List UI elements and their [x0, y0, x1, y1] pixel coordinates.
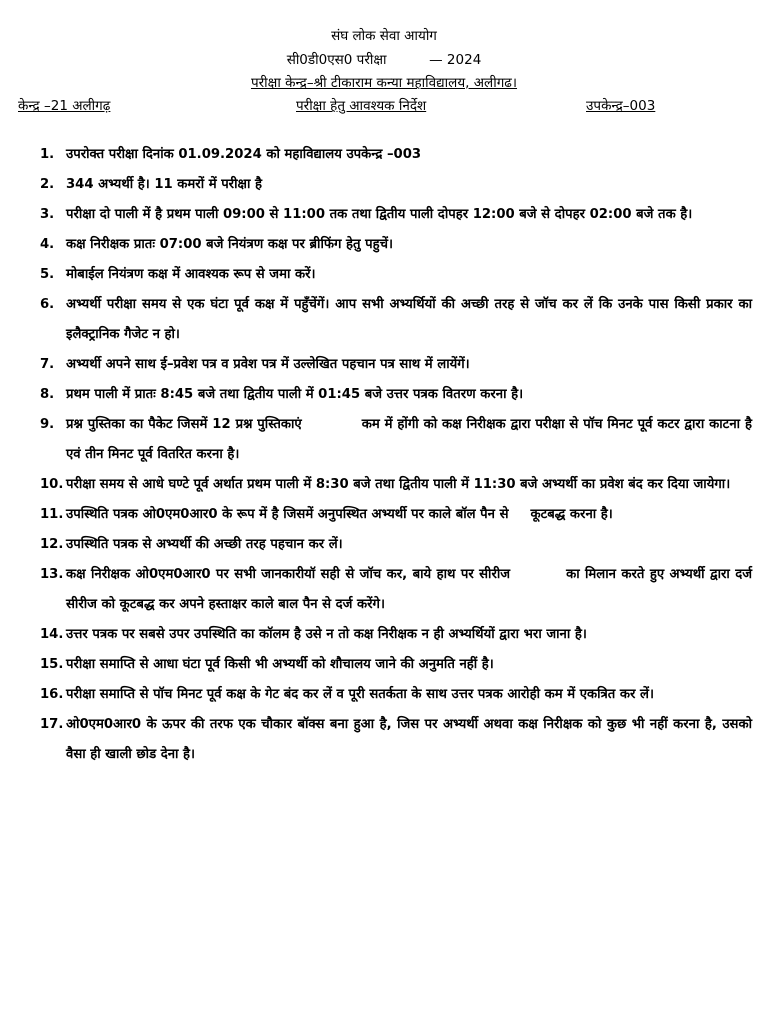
- instruction-item: [40, 230, 752, 260]
- exam-year: — 2024: [429, 52, 482, 68]
- instruction-item: [40, 560, 752, 620]
- item-number: 14.: [40, 627, 64, 642]
- item-number: 7.: [40, 357, 55, 372]
- item-number: 16.: [40, 687, 64, 702]
- instruction-item: [40, 290, 752, 350]
- item-number: 6.: [40, 297, 55, 312]
- item-text: अभ्यर्थी अपने साथ ई–प्रवेश पत्र व प्रवेश पत्र में उल्लेखित पहचान पत्र साथ में लायेंगें।: [66, 357, 470, 372]
- item-text: परीक्षा दो पाली में है प्रथम पाली 09:00 से 11:00 तक तथा द्वितीय पाली दोपहर 12:00 बजे से दोपहर 02:00 बजे तक है।: [66, 207, 693, 222]
- item-text-part-a: प्रश्न पुस्तिका का पैकेट जिसमें 12 प्रश्न पुस्तिकाएं: [66, 417, 302, 432]
- item-text: 344 अभ्यर्थी है। 11 कमरों में परीक्षा है: [66, 177, 262, 192]
- item-number: 13.: [40, 567, 64, 582]
- subcenter-label: उपकेन्द्र–003: [586, 98, 656, 114]
- item-text: परीक्षा समाप्ति से आधा घंटा पूर्व किसी भी अभ्यर्थी को शौचालय जाने की अनुमति नहीं है।: [66, 657, 494, 672]
- item-number: 12.: [40, 537, 64, 552]
- item-text: प्रथम पाली में प्रातः 8:45 बजे तथा द्वितीय पाली में 01:45 बजे उत्तर पत्रक वितरण करना है।: [66, 387, 524, 402]
- instruction-item: [40, 380, 752, 410]
- instruction-item: [40, 170, 752, 200]
- instruction-item: [40, 530, 752, 560]
- item-number: 15.: [40, 657, 64, 672]
- org-name: संघ लोक सेवा आयोग: [331, 28, 437, 44]
- item-number: 2.: [40, 177, 55, 192]
- item-text: अभ्यर्थी परीक्षा समय से एक घंटा पूर्व कक्ष में पहुँचेंगें। आप सभी अभ्यर्थियों की अच्छी तरह से जॉच कर लें कि उनके पास किसी प्रकार का इलैक्ट्रानिक गैजेट न हो।: [66, 297, 752, 342]
- item-number: 4.: [40, 237, 55, 252]
- instruction-item: [40, 680, 752, 710]
- instruction-item: [40, 260, 752, 290]
- item-text: उत्तर पत्रक पर सबसे उपर उपस्थिति का कॉलम है उसे न तो कक्ष निरीक्षक न ही अभ्यर्थियों द्वारा भरा जाना है।: [66, 627, 587, 642]
- item-number: 5.: [40, 267, 55, 282]
- item-text: उपरोक्त परीक्षा दिनांक 01.09.2024 को महाविद्यालय उपकेन्द्र –003: [66, 147, 422, 162]
- item-text: ओ0एम0आर0 के ऊपर की तरफ एक चौकार बॉक्स बना हुआ है, जिस पर अभ्यर्थी अथवा कक्ष निरीक्षक को कुछ भी नहीं करना है, उसको वैसा ही खाली छोड देना है।: [66, 717, 752, 762]
- instruction-list: [40, 140, 752, 770]
- item-text: परीक्षा समय से आधे घण्टे पूर्व अर्थात प्रथम पाली में 8:30 बजे तथा द्वितीय पाली में 11:30 बजे अभ्यर्थी का प्रवेश बंद कर दिया जायेगा।: [66, 477, 731, 492]
- item-number: 9.: [40, 417, 55, 432]
- document-title: परीक्षा हेतु आवश्यक निर्देश: [296, 98, 427, 114]
- item-number: 11.: [40, 507, 64, 522]
- org-title: [0, 26, 768, 44]
- instruction-item: [40, 410, 752, 470]
- item-text-part-a: कक्ष निरीक्षक ओ0एम0आर0 पर सभी जानकारीयॉ सही से जॉच कर, बाये हाथ पर सीरीज: [66, 567, 511, 582]
- item-number: 3.: [40, 207, 55, 222]
- item-number: 17.: [40, 717, 64, 732]
- venue-line: परीक्षा केन्द्र–श्री टीकाराम कन्या महाविद्यालय, अलीगढ।: [250, 75, 518, 91]
- item-text-part-a: उपस्थिति पत्रक ओ0एम0आर0 के रूप में है जिसमें अनुपस्थित अभ्यर्थी पर काले बॉल पैन से: [66, 507, 509, 522]
- item-text-part-b: कम में होंगी को कक्ष निरीक्षक द्वारा परीक्षा से पॉच मिनट पूर्व कटर द्वारा काटना है एवं तीन मिनट पूर्व वितरित करना है।: [66, 417, 752, 462]
- instruction-item: [40, 470, 752, 500]
- item-number: 8.: [40, 387, 55, 402]
- item-number: 1.: [40, 147, 55, 162]
- exam-title: [0, 50, 768, 68]
- instruction-item: [40, 710, 752, 770]
- item-text: उपस्थिति पत्रक से अभ्यर्थी की अच्छी तरह पहचान कर लें।: [66, 537, 343, 552]
- item-text: कक्ष निरीक्षक प्रातः 07:00 बजे नियंत्रण कक्ष पर ब्रीफिंग हेतु पहुचें।: [66, 237, 394, 252]
- item-text: परीक्षा समाप्ति से पॉच मिनट पूर्व कक्ष के गेट बंद कर लें व पूरी सतर्कता के साथ उत्तर पत्रक आरोही कम में एकत्रित कर लें।: [66, 687, 654, 702]
- instruction-item: [40, 200, 752, 230]
- center-label: केन्द्र –21 अलीगढ़: [18, 98, 111, 114]
- instruction-item: [40, 140, 752, 170]
- item-text-part-b: कूटबद्ध करना है।: [530, 507, 613, 522]
- instruction-item: [40, 620, 752, 650]
- instruction-item: [40, 650, 752, 680]
- instruction-item: [40, 350, 752, 380]
- item-text: मोबाईल नियंत्रण कक्ष में आवश्यक रूप से जमा करें।: [66, 267, 316, 282]
- exam-name: सी0डी0एस0 परीक्षा: [286, 52, 387, 68]
- instruction-item: [40, 500, 752, 530]
- item-text-part-b: का मिलान करते हुए अभ्यर्थी द्वारा दर्ज सीरीज को कूटबद्ध कर अपने हस्ताक्षर काले बाल पैन से दर्ज करेंगे।: [66, 567, 752, 612]
- item-number: 10.: [40, 477, 64, 492]
